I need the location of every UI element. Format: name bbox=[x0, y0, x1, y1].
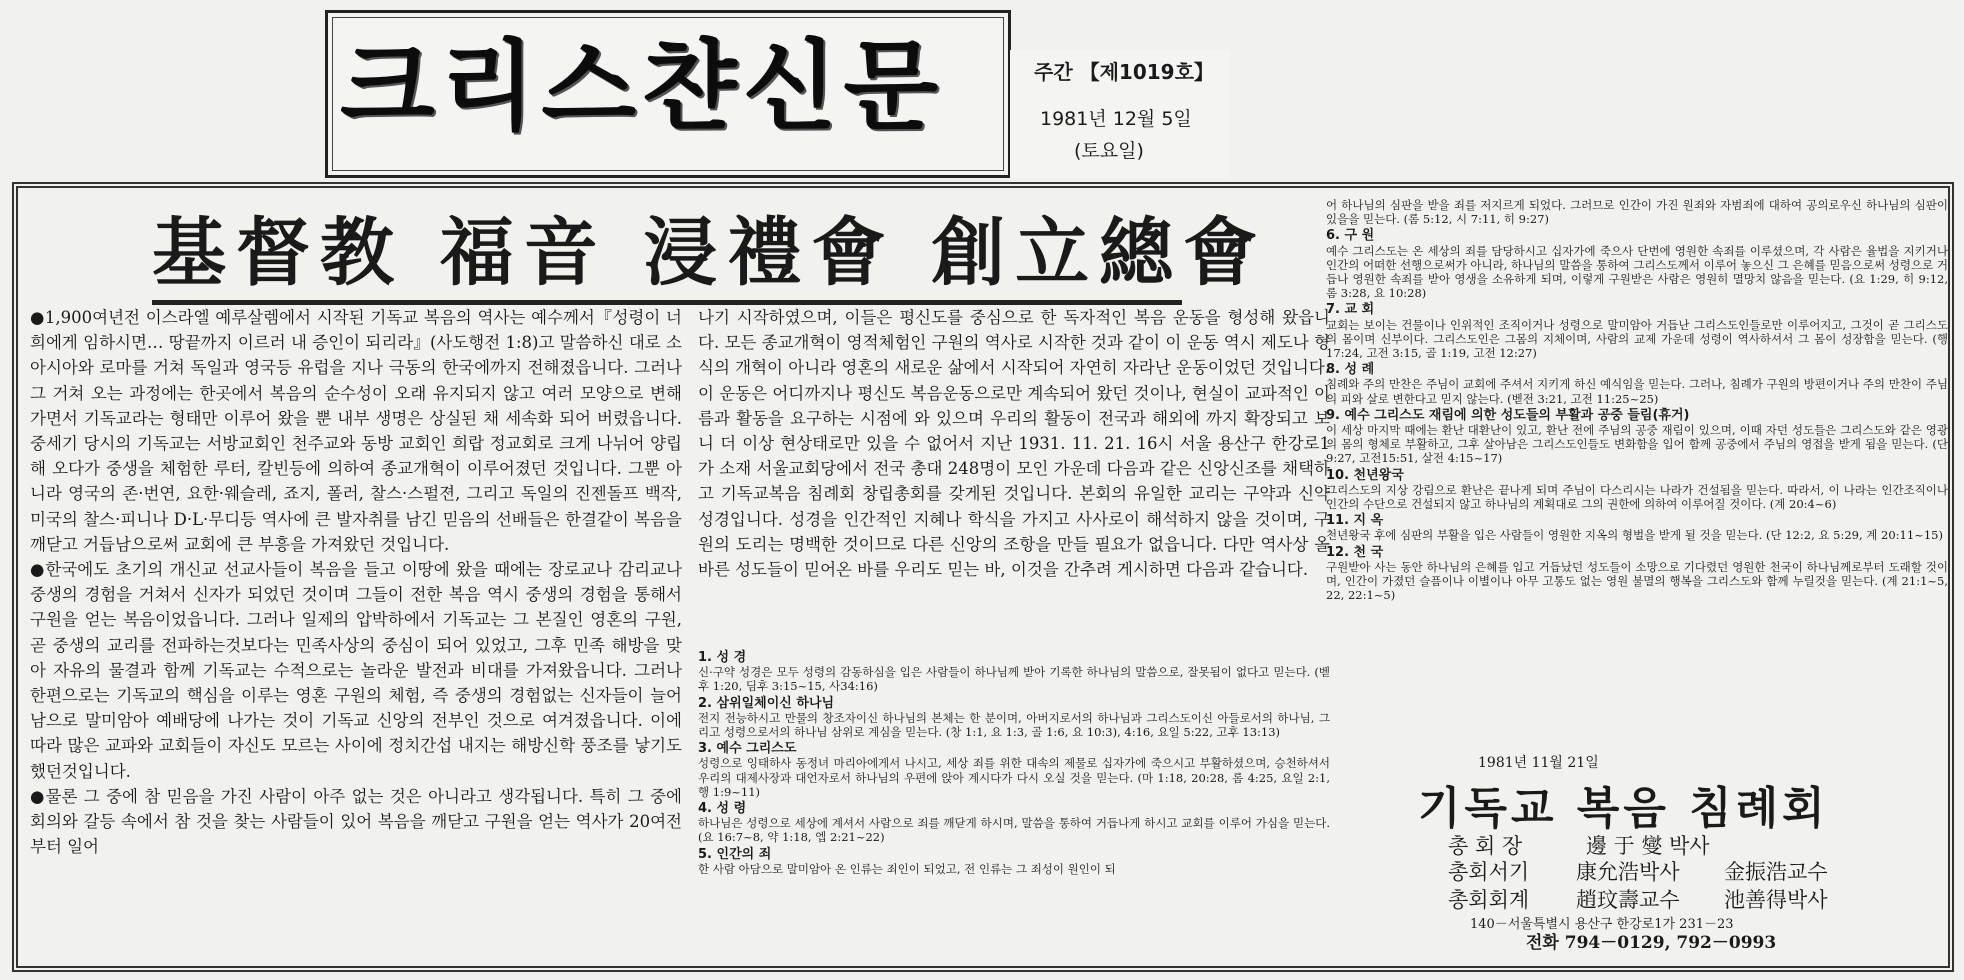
articles-column-b bbox=[1326, 198, 1948, 602]
article-text: 교회는 보이는 건물이나 인위적인 조직이거나 성령으로 말미암아 거듭난 그리스도인들로만 이루어지고, 그것이 곧 그리스도의 몸이며 신부이다. 그리스도인은 그몸의 지체이며, 사람의 교제 가운데 성령이 역사하셔서 그 몸이 성장함을 믿는다. (행17:24, 고전 3:15, 골 1:19, 고전 12:27) bbox=[1326, 317, 1948, 361]
resolution-date: 1981년 11월 21일 bbox=[1478, 755, 1599, 771]
article-title: 1. 성 경 bbox=[698, 650, 747, 665]
officer-name: 金振浩교수 bbox=[1724, 860, 1828, 884]
officer-role: 총 회 장 bbox=[1448, 834, 1523, 858]
phone: 전화 794－0129, 792－0993 bbox=[1526, 933, 1777, 953]
article-title: 10. 천년왕국 bbox=[1326, 467, 1404, 483]
article-text: 침례와 주의 만찬은 주님이 교회에 주셔서 지키게 하신 예식임을 믿는다. 그러나, 침례가 구원의 방편이거나 주의 만찬이 주님의 피와 살로 변한다고 믿지 않는다. (벧전 3:21, 고전 11:25~25) bbox=[1326, 377, 1948, 406]
column-1 bbox=[30, 305, 682, 859]
paragraph-1: ●1,900여년전 이스라엘 예루살렘에서 시작된 기독교 복음의 역사는 예수께서『성령이 너희에게 임하시면… 땅끝까지 이르러 내 증인이 되리라』(사도행전 1:8)고 말씀하신 대로 소아시아와 로마를 거쳐 독일과 영국등 유럽을 지나 극동의 한국에까지 전해졌읍니다. 그러나 그 거쳐 오는 과정에는 한곳에서 복음의 순수성이 오래 유지되지 않고 여러 모양으로 변해가면서 기독교라는 형태만 이루어 왔을 뿐 내부 생명은 상실된 채 세속화 되어 버렸읍니다. 중세기 당시의 기독교는 서방교회인 천주교와 동방 교회인 희랍 정교회로 크게 나뉘어 양립해 오다가 중생을 체험한 루터, 칼빈등에 의하여 종교개혁이 이루어졌던 것입니다. 그뿐 아니라 영국의 존·번연, 요한·웨슬레, 죠지, 폴러, 찰스·스펄젼, 그리고 독일의 진젠돌프 백작, 미국의 찰스·피니나 D·L·무디등 역사에 큰 발자취를 남긴 믿음의 선배들은 한결같이 복음을 깨닫고 거듭남으로써 교회에 큰 부흥을 가져왔던 것입니다. bbox=[30, 308, 682, 554]
article-title: 8. 성 례 bbox=[1326, 362, 1375, 378]
article-title: 4. 성 령 bbox=[698, 801, 747, 817]
newspaper-logo: 크리스챤신문 bbox=[340, 30, 945, 144]
article-text: 이 세상 마지막 때에는 환난 대환난이 있고, 환난 전에 주님의 공중 재림이 있으며, 이때 자던 성도들은 그리스도와 같은 영광의 몸의 형체로 부활하고, 그후 살아남은 그리스도인들도 변화함을 입어 함께 공중에서 주님의 영접을 받게 됨을 믿는다. (단 9:27, 고전15:51, 살전 4:15~17) bbox=[1326, 423, 1948, 466]
article-text: 하나님은 성령으로 세상에 계셔서 사람으로 죄를 깨닫게 하시며, 말씀을 통하여 거듭나게 하시고 교회를 이루어 가심을 믿는다. (요 16:7~8, 약 1:18, 엡 2:21~22) bbox=[698, 816, 1330, 845]
organization-name: 기독교 복음 침례회 bbox=[1418, 783, 1829, 834]
address: 140－서울특별시 용산구 한강로1가 231－23 bbox=[1470, 917, 1734, 932]
headline-box bbox=[152, 200, 1268, 305]
article-text: 천년왕국 후에 심판의 부활을 입은 사람들이 영원한 지옥의 형벌을 받게 될 것을 믿는다. (단 12:2, 요 5:29, 계 20:11~15) bbox=[1326, 528, 1943, 543]
article-text: 성령으로 잉태하사 동정녀 마리아에게서 나시고, 세상 죄를 위한 대속의 제물로 십자가에 죽으시고 부활하셨으며, 승천하셔서 우리의 대제사장과 대언자로서 하나님의 우편에 앉아 계시다가 다시 오실 것을 믿는다. (마 1:18, 20:28, 롬 4:25, 요일 2:1, 행 1:9~11) bbox=[698, 756, 1330, 799]
officer-role: 총회서기 bbox=[1448, 860, 1530, 884]
officer-name: 趙玟壽교수 bbox=[1576, 888, 1680, 912]
article-text: 한 사람 아담으로 말미암아 온 인류는 죄인이 되었고, 전 인류는 그 죄성이 원인이 되 bbox=[698, 861, 1116, 876]
article-text: 전지 전능하시고 만물의 창조자이신 하나님의 본체는 한 분이며, 아버지로서의 하나님과 그리스도이신 아들로서의 하나님, 그리고 성령으로서의 하나님 삼위로 계심을 믿는다. (창 1:1, 요 1:3, 골 1:6, 요 10:3), 4:16, 요일 5:22, 고후 13:13) bbox=[698, 710, 1330, 740]
article-text: 예수 그리스도는 온 세상의 죄를 담당하시고 십자가에 죽으사 단번에 영원한 속죄를 이루셨으며, 각 사람은 율법을 지키거나 인간의 어떠한 선행으로써가 아니라, 하나님의 말씀을 통하여 그리스도께서 이루어 놓으신 그 은혜를 믿음으로써 성령으로 거듭나 영원한 속죄를 받아 영생을 소유하게 되며, 이렇게 구원받은 사람은 영원히 멸망치 않음을 믿는다. (요 1:29, 히 9:12, 롬 3:28, 요 10:28) bbox=[1326, 243, 1948, 301]
article-title: 6. 구 원 bbox=[1326, 228, 1375, 244]
article-title: 2. 삼위일체이신 하나님 bbox=[698, 695, 835, 711]
articles-column-a bbox=[698, 648, 1330, 876]
column-2 bbox=[698, 305, 1330, 582]
article-title: 11. 지 옥 bbox=[1326, 513, 1384, 529]
article-title: 5. 인간의 죄 bbox=[698, 846, 772, 862]
issue-date: 1981년 12월 5일 bbox=[1040, 108, 1192, 130]
article-text: 그리스도의 지상 강림으로 환난은 끝나게 되며 주님이 다스리시는 나라가 건설됨을 믿는다. 따라서, 이 나라는 인간조직이나 인간의 수단으로 건설되지 않고 하나님의 계획대로 그의 권한에 의하여 이루어질 것이다. (계 20:4~6) bbox=[1326, 482, 1948, 512]
issue-number: 주간 【제1019호】 bbox=[1034, 60, 1214, 84]
issue-weekday: (토요일) bbox=[1074, 140, 1144, 162]
article-title: 9. 예수 그리스도 재림에 의한 성도들의 부활과 공중 들림(휴거) bbox=[1326, 407, 1690, 423]
article-text: 어 하나님의 심판을 받을 죄를 저지르게 되었다. 그러므로 인간이 가진 원죄와 자범죄에 대하여 공의로우신 하나님의 심판이있을을 믿는다. (롬 5:12, 시 7:11, 히 9:27) bbox=[1326, 198, 1948, 227]
paragraph-2: ●한국에도 초기의 개신교 선교사들이 복음을 들고 이땅에 왔을 때에는 장로교나 감리교나 중생의 경험을 거쳐서 신자가 되었던 것이며 그들이 전한 복음 역시 중생의 경험을 통해서 구원을 얻는 복음이었읍니다. 그러나 일제의 압박하에서 기독교는 그 본질인 영혼의 구원, 곧 중생의 교리를 전파하는것보다는 민족사상의 중심이 되어 있었고, 그후 민족 해방을 맞아 자유의 물결과 함께 기독교는 수적으로는 놀라운 발전과 비대를 가져왔읍니다. 그러나 한편으로는 기독교의 핵심을 이루는 영혼 구원의 체험, 즉 중생의 경험없는 신자들이 늘어남으로 말미암아 예배당에 나가는 것이 기독교 신앙의 전부인 것으로 여겨졌읍니다. 이에 따라 많은 교파와 교회들이 자신도 모르는 사이에 정치간섭 내지는 해방신학 풍조를 낳기도 했던것입니다. bbox=[30, 560, 682, 781]
officer-name: 康允浩박사 bbox=[1576, 860, 1680, 884]
officer-role: 총회회계 bbox=[1448, 888, 1530, 912]
article-title: 3. 예수 그리스도 bbox=[698, 741, 797, 757]
article-text: 구원받아 사는 동안 하나님의 은혜를 입고 거듭났던 성도들이 소망으로 기다렸던 영원한 천국이 하나님께로부터 도래할 것이며, 인간이 가졌던 슬픔이나 이별이나 아무 고통도 없는 영원 불멸의 행복을 그리스도와 함께 누릴것을 믿는다. (계 21:1~5, 22, 22:1~5) bbox=[1326, 559, 1948, 603]
issue-info-box bbox=[1008, 50, 1230, 178]
officer-name: 邊 于 燮 박사 bbox=[1586, 834, 1710, 858]
paragraph-3: ●물론 그 중에 참 믿음을 가진 사람이 아주 없는 것은 아니라고 생각됩니다. 특히 그 중에 회의와 갈등 속에서 참 것을 찾는 사람들이 있어 복음을 깨닫고 구원을 얻는 역사가 20여전부터 일어 bbox=[30, 786, 682, 857]
headline: 基督教 福音 浸禮會 創立總會 bbox=[152, 210, 1268, 296]
article-text: 신·구약 성경은 모두 성령의 감동하심을 입은 사람들이 하나님께 받아 기록한 하나님의 말씀으로, 잘못됨이 없다고 믿는다. (벧후 1:20, 딤후 3:15~15, 사34:16) bbox=[698, 665, 1330, 694]
paragraph-4: 나기 시작하였으며, 이들은 평신도를 중심으로 한 독자적인 복음 운동을 형성해 왔읍니다. 모든 종교개혁이 영적체험인 구원의 역사로 시작한 것과 같이 이 운동 역시 제도나 형식의 개혁이 아니라 영혼의 새로운 삶에서 시작되어 자연히 자라난 운동이었던 것입니다. 이 운동은 어디까지나 평신도 복음운동으로만 계속되어 왔던 것이나, 현실이 교파적인 이름과 활동을 요구하는 시점에 와 있으며 우리의 활동이 전국과 해외에 까지 확장되고 보니 더 이상 현상태로만 있을 수 없어서 지난 1931. 11. 21. 16시 서울 용산구 한강로1가 소재 서울교회당에서 전국 총대 248명이 모인 가운데 다음과 같은 신앙신조를 채택하고 기독교복음 침례회 창립총회를 갖게된 것입니다. 본회의 유일한 교리는 구약과 신약 성경입니다. 성경을 인간적인 지혜나 학식을 가지고 사사로이 해석하지 않을 것이며, 구원의 도리는 명백한 것이므로 다른 신앙의 조항을 만들 필요가 없읍니다. 다만 역사상 올바른 성도들이 믿어온 바를 우리도 믿는 바, 이것을 간추려 게시하면 다음과 같습니다. bbox=[698, 308, 1330, 580]
masthead bbox=[325, 10, 1011, 178]
article-title: 7. 교 회 bbox=[1326, 302, 1375, 318]
article-title: 12. 천 국 bbox=[1326, 544, 1384, 560]
officer-name: 池善得박사 bbox=[1724, 888, 1828, 912]
